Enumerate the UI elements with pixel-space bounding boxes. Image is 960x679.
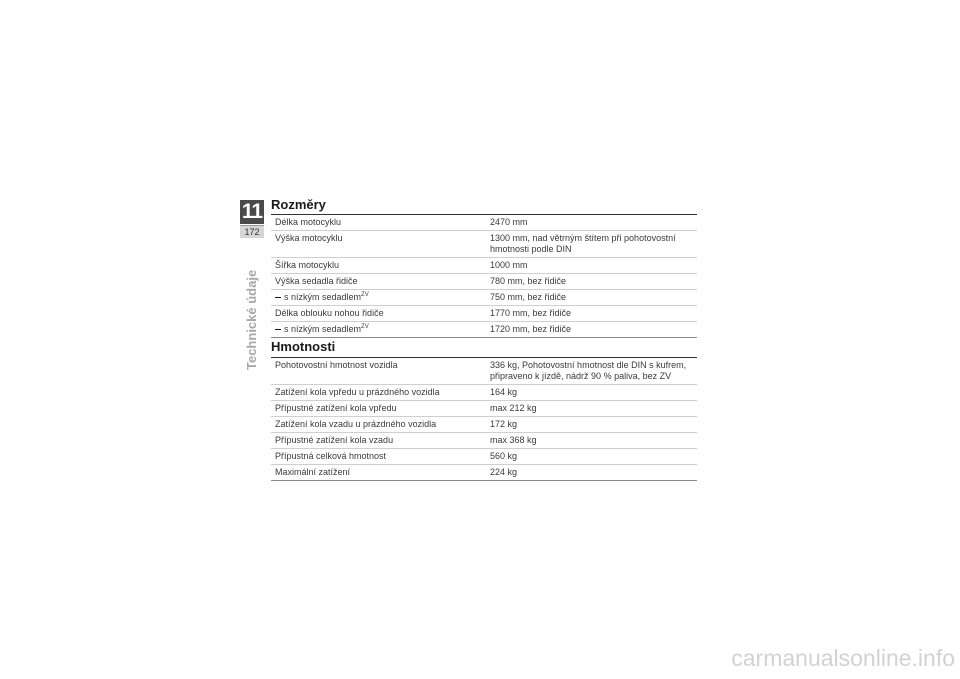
section-title-dimensions: Rozměry (271, 197, 326, 212)
row-label: Délka motocyklu (271, 215, 486, 231)
row-value: 224 kg (486, 465, 697, 481)
chapter-number: 11 (241, 200, 263, 223)
row-value: 1770 mm, bez řidiče (486, 306, 697, 322)
row-label: Délka oblouku nohou řidiče (271, 306, 486, 322)
table-row (271, 258, 697, 274)
table-row (271, 433, 697, 449)
row-label: Zatížení kola vpředu u prázdného vozidla (271, 385, 486, 401)
table-row (271, 401, 697, 417)
row-value: 750 mm, bez řidiče (486, 290, 697, 306)
row-value: max 368 kg (486, 433, 697, 449)
table-row (271, 358, 697, 385)
row-label-sub (271, 290, 486, 306)
row-value: max 212 kg (486, 401, 697, 417)
row-label: Zatížení kola vzadu u prázdného vozidla (271, 417, 486, 433)
row-label: Pohotovostní hmotnost vozidla (271, 358, 486, 385)
row-value: 780 mm, bez řidiče (486, 274, 697, 290)
row-label: Přípustné zatížení kola vpředu (271, 401, 486, 417)
row-label: Přípustná celková hmotnost (271, 449, 486, 465)
row-label: Maximální zatížení (271, 465, 486, 481)
watermark-text: carmanualsonline.info (731, 645, 955, 671)
chapter-tab (240, 200, 264, 238)
table-row (271, 290, 697, 306)
dash-bullet-icon (275, 329, 281, 330)
weights-table (271, 357, 697, 481)
row-label: Šířka motocyklu (271, 258, 486, 274)
row-value: 1300 mm, nad větrným štítem při pohotovostní hmotnosti podle DIN (486, 231, 697, 258)
row-value: 1720 mm, bez řidiče (486, 322, 697, 338)
dash-bullet-icon (275, 297, 281, 298)
table-row (271, 306, 697, 322)
table-row (271, 322, 697, 338)
row-label-sub (271, 322, 486, 338)
row-value: 2470 mm (486, 215, 697, 231)
row-value: 336 kg, Pohotovostní hmotnost dle DIN s kufrem, připraveno k jízdě, nádrž 90 % paliva, bez ZV (486, 358, 697, 385)
row-label: Výška motocyklu (271, 231, 486, 258)
row-label: Výška sedadla řidiče (271, 274, 486, 290)
row-value: 1000 mm (486, 258, 697, 274)
row-value: 172 kg (486, 417, 697, 433)
row-label: Přípustné zatížení kola vzadu (271, 433, 486, 449)
option-note: ZV (361, 292, 369, 298)
row-value: 560 kg (486, 449, 697, 465)
table-row (271, 215, 697, 231)
table-row (271, 465, 697, 481)
option-note: ZV (361, 324, 369, 330)
row-label: s nízkým sedadlem (284, 324, 362, 334)
table-row (271, 385, 697, 401)
page-number: 172 (240, 226, 264, 238)
table-row (271, 449, 697, 465)
row-value: 164 kg (486, 385, 697, 401)
dimensions-table (271, 214, 697, 338)
table-row (271, 231, 697, 258)
row-label: s nízkým sedadlem (284, 292, 362, 302)
section-title-weights: Hmotnosti (271, 339, 336, 354)
chapter-title-vertical: Technické údaje (244, 269, 259, 370)
table-row (271, 417, 697, 433)
table-row (271, 274, 697, 290)
